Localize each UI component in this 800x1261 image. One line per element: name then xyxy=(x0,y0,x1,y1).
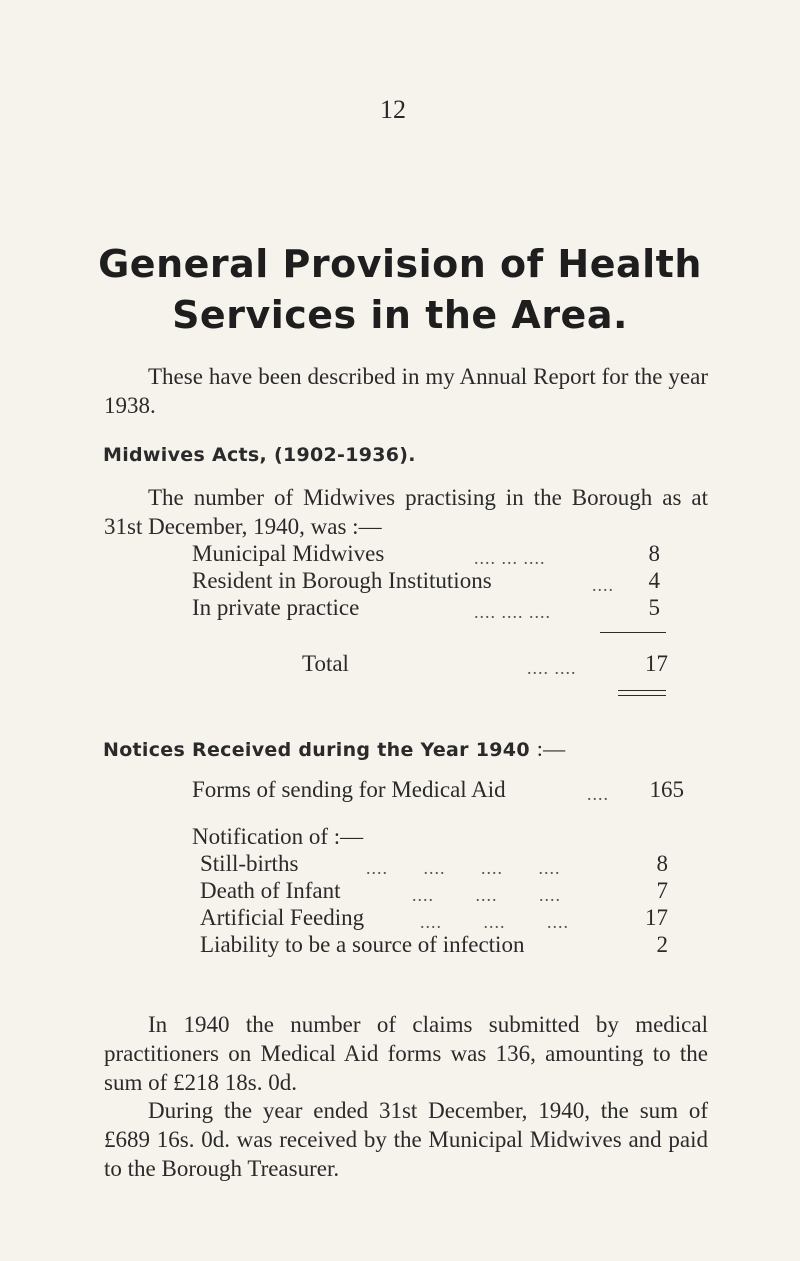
row-label: Liability to be a source of infection xyxy=(200,932,525,957)
row-value: 7 xyxy=(656,878,668,903)
row-leader-dots: .... ... .... xyxy=(474,548,546,568)
row-label: Resident in Borough Institutions xyxy=(192,568,492,593)
row-value: 8 xyxy=(648,541,660,566)
claims-paragraph: In 1940 the number of claims submitted by medical practitioners on Medical Aid forms was 136, amounting to the sum of £218 18s. 0d. xyxy=(104,1012,708,1095)
midwives-heading: Midwives Acts, (1902-1936). xyxy=(103,444,416,466)
notices-heading xyxy=(103,736,565,762)
total-double-rule xyxy=(618,690,666,696)
row-leader-dots: .... xyxy=(592,575,614,595)
row-label: Forms of sending for Medical Aid xyxy=(192,777,506,802)
row-leader-dots: .... .... xyxy=(527,658,577,678)
page-number: 12 xyxy=(380,95,406,124)
subtotal-rule xyxy=(600,632,666,633)
row-label: Artificial Feeding xyxy=(200,905,365,930)
notices-heading-suffix: :— xyxy=(536,736,566,761)
row-label: In private practice xyxy=(192,595,360,620)
midwives-description: The number of Midwives practising in the Borough as at 31st December, 1940, was :— xyxy=(104,485,708,539)
total-value: 17 xyxy=(645,651,668,676)
page-title-line-2: Services in the Area. xyxy=(172,293,628,337)
total-label: Total xyxy=(302,651,349,676)
notices-heading-text: Notices Received during the Year 1940 xyxy=(103,739,530,761)
intro-paragraph: These have been described in my Annual Report for the year 1938. xyxy=(104,364,708,418)
row-value: 4 xyxy=(648,568,660,593)
row-value: 165 xyxy=(649,777,684,802)
row-value: 17 xyxy=(645,905,668,930)
row-label: Municipal Midwives xyxy=(192,541,385,566)
row-leader-dots: .... xyxy=(587,784,609,804)
row-value: 5 xyxy=(648,595,660,620)
row-value: 2 xyxy=(656,932,668,957)
row-label: Still-births xyxy=(200,851,299,876)
row-leader-dots: .... .... .... xyxy=(474,602,551,622)
row-label: Death of Infant xyxy=(200,878,341,903)
row-value: 8 xyxy=(656,851,668,876)
row-leader-dots: .... .... .... .... xyxy=(366,858,561,878)
receipts-paragraph: During the year ended 31st December, 1940, the sum of £689 16s. 0d. was received by the Municipal Midwives and paid to the Borough Treasurer. xyxy=(104,1098,708,1181)
page-title-line-1: General Provision of Health xyxy=(98,242,702,286)
notification-label: Notification of :— xyxy=(192,824,364,849)
row-leader-dots: .... .... .... xyxy=(412,885,561,905)
row-leader-dots: .... .... .... xyxy=(420,912,569,932)
